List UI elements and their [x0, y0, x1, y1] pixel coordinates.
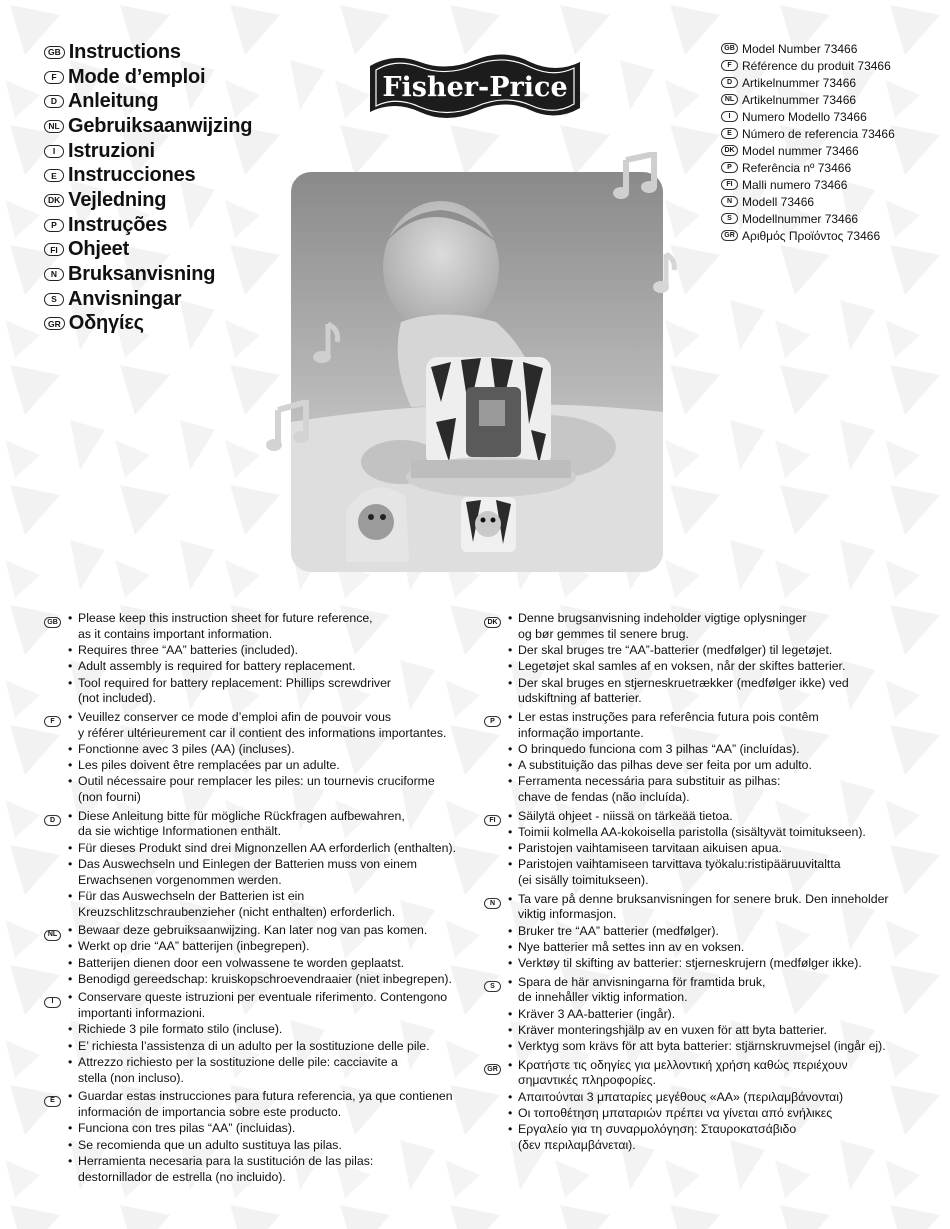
- instruction-list: [508, 611, 904, 708]
- bullet-icon: •: [508, 841, 513, 856]
- instruction-text: Batterijen dienen door een volwassene te worden geplaatst.: [78, 955, 405, 970]
- bullet-icon: •: [508, 956, 513, 971]
- instruction-list: [68, 990, 464, 1087]
- language-badge: E: [44, 169, 64, 182]
- bullet-icon: •: [508, 1006, 513, 1021]
- instruction-list: [508, 809, 904, 890]
- instruction-item: [68, 889, 464, 921]
- instruction-text: Paristojen vaihtamiseen tarvitaan aikuisen apua.: [518, 841, 782, 856]
- bullet-icon: •: [68, 675, 73, 690]
- bullet-icon: •: [68, 1137, 73, 1152]
- instruction-text: E’ richiesta l’assistenza di un adulto per la sostituzione delle pile.: [78, 1038, 430, 1053]
- instruction-text: Spara de här anvisningarna för framtida bruk, de innehåller viktig information.: [518, 974, 766, 1005]
- instruction-item: [68, 676, 464, 708]
- bullet-icon: •: [68, 856, 73, 871]
- instruction-text: Kräver monteringshjälp av en vuxen för att byta batterier.: [518, 1022, 827, 1037]
- instruction-item: [68, 1138, 464, 1154]
- fisher-price-logo: [366, 52, 584, 122]
- instruction-text: Attrezzo richiesto per la sostituzione delle pile: cacciavite a stella (non incluso).: [78, 1055, 398, 1085]
- language-badge: F: [44, 716, 61, 727]
- instruction-text: Outil nécessaire pour remplacer les piles: un tournevis cruciforme (non fourni): [78, 774, 435, 805]
- model-number-text: Referência nº 73466: [742, 160, 852, 175]
- music-note-icon: [652, 252, 678, 296]
- instruction-text: Für das Auswechseln der Batterien ist ein Kreuzschlitzschraubenzieher (nicht enthalten) erforderlich.: [78, 889, 396, 919]
- instructions-right-column: [484, 611, 904, 1156]
- language-badge-cell: [44, 809, 68, 922]
- language-badge-cell: [484, 975, 508, 1056]
- instruction-text: Das Auswechseln und Einlegen der Batterien muss von einem Erwachsenen vorgenommen werden.: [78, 856, 418, 887]
- language-group: [44, 990, 464, 1087]
- bullet-icon: •: [508, 643, 513, 658]
- instruction-text: O brinquedo funciona com 3 pilhas “AA” (incluídas).: [518, 741, 800, 756]
- instruction-item: [508, 857, 904, 889]
- instruction-item: [508, 774, 904, 806]
- model-number-row: [721, 142, 946, 159]
- bullet-icon: •: [68, 889, 73, 904]
- language-badge: S: [721, 213, 738, 224]
- instruction-list: [68, 1089, 464, 1186]
- model-number-text: Malli numero 73466: [742, 177, 848, 192]
- instruction-item: [68, 1154, 464, 1186]
- instruction-item: [508, 1039, 904, 1055]
- language-badge-cell: [484, 611, 508, 708]
- language-badge-cell: [44, 611, 68, 708]
- instruction-item: [508, 643, 904, 659]
- bullet-icon: •: [68, 972, 73, 987]
- instruction-text: Requires three “AA” batteries (included).: [78, 643, 299, 658]
- instruction-item: [508, 1058, 904, 1090]
- model-number-row: [721, 193, 946, 210]
- language-badge-cell: [484, 710, 508, 807]
- model-number-row: [721, 57, 946, 74]
- bullet-icon: •: [68, 1121, 73, 1136]
- bullet-icon: •: [508, 857, 513, 872]
- language-group: [484, 975, 904, 1056]
- instruction-item: [508, 825, 904, 841]
- bullet-icon: •: [68, 923, 73, 938]
- bullet-icon: •: [508, 808, 513, 823]
- language-badge: DK: [44, 194, 64, 207]
- language-badge: D: [44, 815, 61, 826]
- bullet-icon: •: [68, 1022, 73, 1037]
- language-badge: E: [44, 1096, 61, 1107]
- instruction-text: Für dieses Produkt sind drei Mignonzellen AA erforderlich (enthalten).: [78, 840, 456, 855]
- title-text: Anleitung: [68, 90, 159, 113]
- instruction-text: Ta vare på denne bruksanvisningen for senere bruk. Den inneholder viktig informasjon.: [518, 891, 889, 922]
- instruction-item: [68, 774, 464, 806]
- bullet-icon: •: [68, 709, 73, 724]
- model-number-text: Artikelnummer 73466: [742, 75, 857, 90]
- language-badge: I: [44, 997, 61, 1008]
- instruction-text: Toimii kolmella AA-kokoisella paristolla (sisältyvät toimitukseen).: [518, 824, 866, 839]
- instruction-item: [68, 742, 464, 758]
- language-badge: DK: [484, 617, 501, 628]
- instruction-item: [508, 710, 904, 742]
- instruction-item: [68, 990, 464, 1022]
- instruction-text: Herramienta necesaria para la sustitución de las pilas: destornillador de estrella (no incluido).: [78, 1153, 374, 1184]
- bullet-icon: •: [68, 659, 73, 674]
- model-number-text: Modell 73466: [742, 194, 815, 209]
- instruction-text: Les piles doivent être remplacées par un adulte.: [78, 758, 340, 773]
- instruction-item: [508, 1023, 904, 1039]
- model-number-text: Artikelnummer 73466: [742, 92, 857, 107]
- bullet-icon: •: [508, 709, 513, 724]
- language-badge: NL: [44, 930, 61, 941]
- instruction-text: Please keep this instruction sheet for future reference, as it contains important information.: [78, 611, 373, 641]
- language-badge-cell: [44, 990, 68, 1087]
- instruction-item: [508, 659, 904, 675]
- language-group: [44, 1089, 464, 1186]
- language-group: [484, 710, 904, 807]
- instruction-item: [508, 1122, 904, 1154]
- instruction-item: [508, 841, 904, 857]
- bullet-icon: •: [68, 758, 73, 773]
- language-badge: NL: [44, 120, 64, 133]
- instruction-text: Diese Anleitung bitte für mögliche Rückfragen aufbewahren, da sie wichtige Informationen enthält.: [78, 808, 405, 839]
- language-badge-cell: [484, 892, 508, 973]
- instruction-item: [508, 1090, 904, 1106]
- bullet-icon: •: [68, 840, 73, 855]
- instruction-item: [508, 892, 904, 924]
- instruction-list: [68, 809, 464, 922]
- bullet-icon: •: [68, 741, 73, 756]
- instruction-item: [508, 1007, 904, 1023]
- language-badge: I: [44, 145, 64, 158]
- language-group: [484, 892, 904, 973]
- music-note-icon: [612, 152, 658, 202]
- bullet-icon: •: [68, 643, 73, 658]
- language-badge-cell: [44, 710, 68, 807]
- model-number-row: [721, 91, 946, 108]
- bullet-icon: •: [508, 824, 513, 839]
- language-badge: I: [721, 111, 738, 122]
- instruction-item: [508, 956, 904, 972]
- instruction-text: Verktøy til skifting av batterier: stjerneskrujern (medfølger ikke).: [518, 956, 862, 971]
- product-photo: [291, 172, 663, 572]
- instruction-text: Bruker tre “AA” batterier (medfølger).: [518, 923, 719, 938]
- bullet-icon: •: [508, 923, 513, 938]
- model-number-text: Model Number 73466: [742, 41, 858, 56]
- bullet-icon: •: [508, 1039, 513, 1054]
- instruction-text: Verktyg som krävs för att byta batterier: stjärnskruvmejsel (ingår ej).: [518, 1039, 886, 1054]
- instruction-text: Veuillez conserver ce mode d’emploi afin de pouvoir vous y référer ultérieurement car il contient des informations importantes.: [78, 709, 447, 740]
- language-badge: GB: [44, 46, 65, 59]
- instruction-text: Fonctionne avec 3 piles (AA) (incluses).: [78, 741, 295, 756]
- instruction-item: [68, 643, 464, 659]
- bullet-icon: •: [68, 1153, 73, 1168]
- bullet-icon: •: [508, 939, 513, 954]
- instruction-item: [68, 956, 464, 972]
- language-badge: FI: [484, 815, 501, 826]
- language-badge: N: [721, 196, 738, 207]
- language-badge-cell: [484, 809, 508, 890]
- music-note-icon: [266, 400, 310, 454]
- bullet-icon: •: [508, 974, 513, 989]
- title-row: [44, 139, 344, 164]
- language-badge: GR: [44, 317, 65, 330]
- bullet-icon: •: [508, 1089, 513, 1104]
- instruction-item: [508, 975, 904, 1007]
- instruction-text: Kräver 3 AA-batterier (ingår).: [518, 1006, 676, 1021]
- instruction-list: [508, 1058, 904, 1155]
- language-badge: GB: [44, 617, 61, 628]
- instruction-text: Οι τοποθέτηση μπαταριών πρέπει να γίνεται από ενήλικες: [518, 1105, 833, 1120]
- instruction-item: [68, 1055, 464, 1087]
- instruction-item: [68, 809, 464, 841]
- title-text: Anvisningar: [68, 287, 182, 310]
- instruction-item: [68, 923, 464, 939]
- model-number-row: [721, 74, 946, 91]
- bullet-icon: •: [68, 955, 73, 970]
- language-badge: F: [44, 71, 64, 84]
- bullet-icon: •: [508, 1122, 513, 1137]
- language-badge: N: [44, 268, 64, 281]
- title-text: Οδηγίες: [68, 312, 144, 335]
- title-text: Bruksanvisning: [68, 263, 216, 286]
- language-badge: GB: [721, 43, 738, 54]
- logo-text: Fisher-Price: [382, 72, 568, 103]
- title-text: Instruções: [68, 213, 168, 236]
- instruction-item: [508, 742, 904, 758]
- instruction-text: Legetøjet skal samles af en voksen, når der skiftes batterier.: [518, 659, 846, 674]
- instruction-item: [68, 710, 464, 742]
- language-badge: GR: [484, 1064, 501, 1075]
- bullet-icon: •: [508, 675, 513, 690]
- language-group: [44, 611, 464, 708]
- bullet-icon: •: [68, 774, 73, 789]
- instruction-item: [508, 758, 904, 774]
- bullet-icon: •: [508, 1022, 513, 1037]
- language-group: [44, 809, 464, 922]
- instruction-list: [508, 710, 904, 807]
- title-row: [44, 40, 344, 65]
- model-number-text: Model nummer 73466: [742, 143, 859, 158]
- title-text: Istruzioni: [68, 139, 155, 162]
- instruction-item: [68, 758, 464, 774]
- instruction-text: Conservare queste istruzioni per eventuale riferimento. Contengono importanti informazioni.: [78, 990, 448, 1021]
- instruction-text: Richiede 3 pile formato stilo (incluse).: [78, 1022, 283, 1037]
- instruction-list: [68, 710, 464, 807]
- bullet-icon: •: [508, 659, 513, 674]
- title-text: Vejledning: [68, 188, 167, 211]
- instruction-text: Funciona con tres pilas “AA” (incluidas).: [78, 1121, 296, 1136]
- model-number-row: [721, 176, 946, 193]
- language-badge: P: [721, 162, 738, 173]
- title-text: Mode d’emploi: [68, 65, 206, 88]
- language-badge: FI: [721, 179, 738, 190]
- instruction-list: [68, 923, 464, 988]
- bullet-icon: •: [508, 891, 513, 906]
- model-number-row: [721, 108, 946, 125]
- bullet-icon: •: [508, 1057, 513, 1072]
- model-number-row: [721, 40, 946, 57]
- title-text: Gebruiksaanwijzing: [68, 114, 253, 137]
- instruction-item: [68, 611, 464, 643]
- language-badge: S: [44, 293, 64, 306]
- model-number-text: Référence du produit 73466: [742, 58, 891, 73]
- bullet-icon: •: [508, 758, 513, 773]
- instruction-item: [68, 1022, 464, 1038]
- instruction-text: Der skal bruges tre “AA”-batterier (medfølger) til legetøjet.: [518, 643, 833, 658]
- model-number-row: [721, 125, 946, 142]
- instruction-text: Ler estas instruções para referência futura pois contêm informação importante.: [518, 709, 819, 740]
- instruction-text: Εργαλείο για τη συναρμολόγηση: Σταυροκατσάβιδο (δεν περιλαμβάνεται).: [518, 1122, 797, 1152]
- title-text: Ohjeet: [68, 238, 130, 261]
- instruction-text: Säilytä ohjeet - niissä on tärkeää tietoa.: [518, 808, 733, 823]
- bullet-icon: •: [508, 611, 513, 625]
- instruction-text: Der skal bruges en stjerneskruetrækker (medfølger ikke) ved udskiftning af batterier.: [518, 675, 849, 706]
- language-badge: D: [721, 77, 738, 88]
- model-number-text: Número de referencia 73466: [742, 126, 895, 141]
- instruction-item: [68, 1039, 464, 1055]
- instruction-item: [508, 809, 904, 825]
- model-number-row: [721, 159, 946, 176]
- instruction-text: Benodigd gereedschap: kruiskopschroevendraaier (niet inbegrepen).: [78, 972, 452, 987]
- bullet-icon: •: [68, 990, 73, 1005]
- instruction-text: Απαιτούνται 3 μπαταρίες μεγέθους «AA» (περιλαμβάνονται): [518, 1089, 844, 1104]
- language-badge: P: [44, 219, 64, 232]
- model-number-row: [721, 210, 946, 227]
- language-badge: P: [484, 716, 501, 727]
- language-group: [484, 611, 904, 708]
- language-badge: GR: [721, 230, 738, 241]
- instruction-text: Werkt op drie “AA” batterijen (inbegrepen).: [78, 939, 310, 954]
- model-number-list: [721, 40, 946, 244]
- language-badge: E: [721, 128, 738, 139]
- instruction-item: [68, 939, 464, 955]
- instruction-item: [508, 924, 904, 940]
- language-group: [484, 1058, 904, 1155]
- language-badge-cell: [484, 1058, 508, 1155]
- bullet-icon: •: [68, 808, 73, 823]
- instruction-item: [68, 1121, 464, 1137]
- language-badge: S: [484, 981, 501, 992]
- bullet-icon: •: [508, 741, 513, 756]
- instruction-text: Ferramenta necessária para substituir as pilhas: chave de fendas (não incluída).: [518, 774, 781, 805]
- instruction-text: Se recomienda que un adulto sustituya las pilas.: [78, 1137, 342, 1152]
- instruction-text: Κρατήστε τις οδηγίες για μελλοντική χρήση καθώς περιέχουν σημαντικές πληροφορίες.: [518, 1057, 848, 1088]
- music-note-icon: [312, 322, 342, 366]
- model-number-text: Modellnummer 73466: [742, 211, 859, 226]
- instruction-item: [68, 659, 464, 675]
- instruction-item: [68, 972, 464, 988]
- instruction-text: Tool required for battery replacement: Phillips screwdriver (not included).: [78, 675, 392, 706]
- model-number-row: [721, 227, 946, 244]
- instruction-text: Bewaar deze gebruiksaanwijzing. Kan later nog van pas komen.: [78, 923, 428, 938]
- language-group: [44, 923, 464, 988]
- instruction-item: [68, 1089, 464, 1121]
- instruction-text: Nye batterier må settes inn av en voksen.: [518, 939, 745, 954]
- bullet-icon: •: [68, 1055, 73, 1070]
- instruction-item: [508, 1106, 904, 1122]
- language-badge: NL: [721, 94, 738, 105]
- bullet-icon: •: [68, 939, 73, 954]
- instructions-left-column: [44, 611, 464, 1188]
- instruction-item: [68, 857, 464, 889]
- bullet-icon: •: [508, 774, 513, 789]
- model-number-text: Αριθμός Προϊόντος 73466: [742, 228, 881, 243]
- instruction-text: Guardar estas instrucciones para futura referencia, ya que contienen información de importancia sobre este producto.: [78, 1089, 453, 1119]
- bullet-icon: •: [68, 1038, 73, 1053]
- language-group: [484, 809, 904, 890]
- language-badge-cell: [44, 923, 68, 988]
- title-row: [44, 89, 344, 114]
- language-badge: N: [484, 898, 501, 909]
- language-badge: F: [721, 60, 738, 71]
- instruction-text: A substituição das pilhas deve ser feita por um adulto.: [518, 758, 812, 773]
- instruction-item: [508, 676, 904, 708]
- bullet-icon: •: [508, 1105, 513, 1120]
- instruction-list: [508, 975, 904, 1056]
- instruction-text: Adult assembly is required for battery replacement.: [78, 659, 356, 674]
- instruction-text: Denne brugsanvisning indeholder vigtige oplysninger og bør gemmes til senere brug.: [518, 611, 807, 641]
- title-text: Instructions: [68, 40, 181, 63]
- bullet-icon: •: [68, 1089, 73, 1104]
- instruction-list: [68, 611, 464, 708]
- instruction-list: [508, 892, 904, 973]
- model-number-text: Numero Modello 73466: [742, 109, 867, 124]
- language-badge-cell: [44, 1089, 68, 1186]
- language-badge: D: [44, 95, 64, 108]
- instruction-item: [508, 940, 904, 956]
- title-row: [44, 65, 344, 90]
- instruction-item: [68, 841, 464, 857]
- language-badge: FI: [44, 243, 64, 256]
- instruction-item: [508, 611, 904, 643]
- title-text: Instrucciones: [68, 164, 196, 187]
- bullet-icon: •: [68, 611, 73, 625]
- language-badge: DK: [721, 145, 738, 156]
- title-row: [44, 114, 344, 139]
- language-group: [44, 710, 464, 807]
- instruction-text: Paristojen vaihtamiseen tarvittava työkalu:ristipääruuvitaltta (ei sisälly toimitukseen).: [518, 857, 841, 888]
